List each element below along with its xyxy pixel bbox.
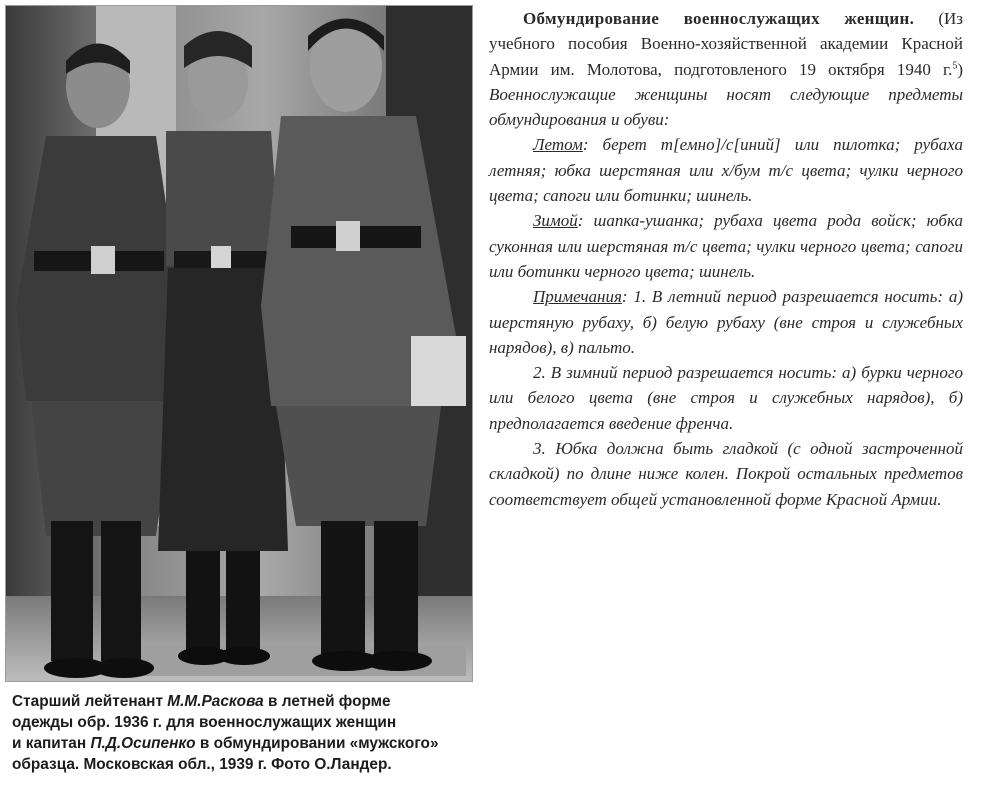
article-intro: Обмундирование военнослужащих женщин. (Из учебного пособия Военно-хозяйственной академии Красной Армии им. Молотова, подготовленого 19 октября 1940 г.$^5$) Военнослужащие женщины носят следующие предметы обмундирования и обуви: <box>489 9 964 130</box>
caption-line-3: и капитан П.Д.Осипенко в обмундировании «мужского» <box>12 735 439 752</box>
note-2: 2. В зимний период разрешается носить: а) бурки черного или белого цвета (вне строя и служебных нарядов), б) предполагается введение френча. <box>489 363 963 433</box>
caption-line-2: одежды обр. 1936 г. для военнослужащих женщин <box>12 714 397 731</box>
note-3: 3. Юбка должна быть гладкой (с одной застроченной складкой) по длине ниже колен. Покрой остальных предметов соответствует общей установленной форме Красной Армии. <box>489 439 963 509</box>
footnote-mark: 5 <box>952 59 958 71</box>
note-1: Примечания: 1. В летний период разрешается носить: а) шерстяную рубаху, б) белую рубаху (вне строя и служебных нарядов), в) пальто. <box>489 287 963 357</box>
caption-name-osipenko: П.Д.Осипенко <box>90 735 196 752</box>
caption-line-4: образца. Московская обл., 1939 г. Фото О.Ландер. <box>12 756 392 773</box>
winter-paragraph: Зимой: шапка-ушанка; рубаха цвета рода войск; юбка суконная или шерстяная т/с цвета; чулки черного цвета; сапоги или ботинки черного цвета; шинель. <box>489 211 963 281</box>
winter-label: Зимой <box>533 211 578 231</box>
photo-caption <box>12 691 482 775</box>
notes-label: Примечания <box>533 287 622 307</box>
summer-paragraph: Летом: берет т[емно]/с[иний] или пилотка; рубаха летняя; юбка шерстяная или х/бум т/с цвета; чулки черного цвета; сапоги или ботинки; шинель. <box>489 135 963 206</box>
caption-name-raskova: М.М.Раскова <box>167 693 264 710</box>
caption-line-1: Старший лейтенант М.М.Раскова в летней форме <box>12 693 391 710</box>
historical-photo <box>5 5 473 682</box>
article-text <box>489 6 963 512</box>
summer-label: Летом <box>533 135 583 155</box>
article-heading: Обмундирование военнослужащих женщин. <box>523 9 915 28</box>
